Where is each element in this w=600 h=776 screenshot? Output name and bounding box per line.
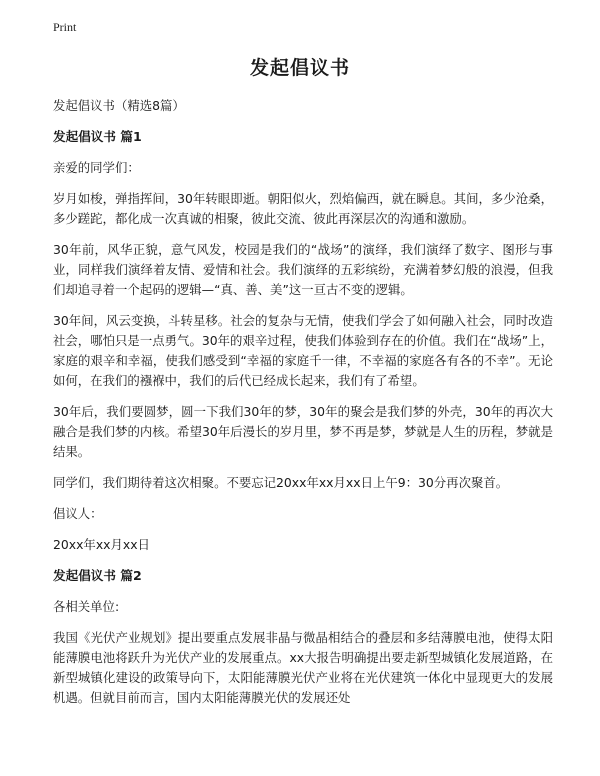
print-link[interactable]: Print: [53, 20, 77, 34]
signature-label: 倡议人：: [53, 506, 103, 521]
paragraph: 同学们，我们期待着这次相聚。不要忘记20xx年xx月xx日上午9：30分再次聚首。: [53, 475, 509, 490]
paragraph: 我国《光伏产业规划》提出要重点发展非晶与微晶相结合的叠层和多结薄膜电池，使得太阳能薄膜电池将跃升为光伏产业的发展重点。xx大报告明确提出要走新型城镇化发展道路，在新型城镇化建设的政策导向下，太阳能薄膜光伏产业将在光伏建筑一体化中显现更大的发展机遇。但就目前而言，国内太阳能薄膜光伏的发展还处: [53, 630, 553, 705]
paragraph: 30年后，我们要圆梦，圆一下我们30年的梦，30年的聚会是我们梦的外壳，30年的再次大融合是我们梦的内核。希望30年后漫长的岁月里，梦不再是梦，梦就是人生的历程，梦就是结果。: [53, 404, 553, 459]
section-heading-2: 发起倡议书 篇2: [53, 568, 142, 583]
salutation: 亲爱的同学们：: [53, 160, 140, 175]
signature-date: 20xx年xx月xx日: [53, 537, 150, 552]
document-title: 发起倡议书: [249, 57, 350, 79]
paragraph: 30年前，风华正貌，意气风发，校园是我们的“战场”的演绎，我们演绎了数字、图形与事业，同样我们演绎着友情、爱情和社会。我们演绎的五彩缤纷，充满着梦幻般的浪漫，但我们却追寻着一个起码的逻辑—“真、善、美”这一亘古不变的逻辑。: [53, 242, 553, 297]
section-heading-1: 发起倡议书 篇1: [53, 129, 142, 144]
paragraph: 30年间，风云变换，斗转星移。社会的复杂与无情，使我们学会了如何融入社会，同时改造社会，哪怕只是一点勇气。30年的艰辛过程，使我们体验到存在的价值。我们在“战场”上，家庭的艰辛和幸福，使我们感受到“幸福的家庭千一律，不幸福的家庭各有各的不幸”。无论如何，在我们的襁褓中，我们的后代已经成长起来，我们有了希望。: [53, 313, 553, 388]
document-subtitle: 发起倡议书（精选8篇）: [53, 98, 185, 113]
document-body: [53, 96, 553, 708]
salutation: 各相关单位:: [53, 599, 120, 614]
paragraph: 岁月如梭，弹指挥间，30年转眼即逝。朝阳似火，烈焰偏西，就在瞬息。其间，多少沧桑，多少蹉跎，都化成一次真诚的相聚，彼此交流、彼此再深层次的沟通和激励。: [53, 191, 553, 226]
